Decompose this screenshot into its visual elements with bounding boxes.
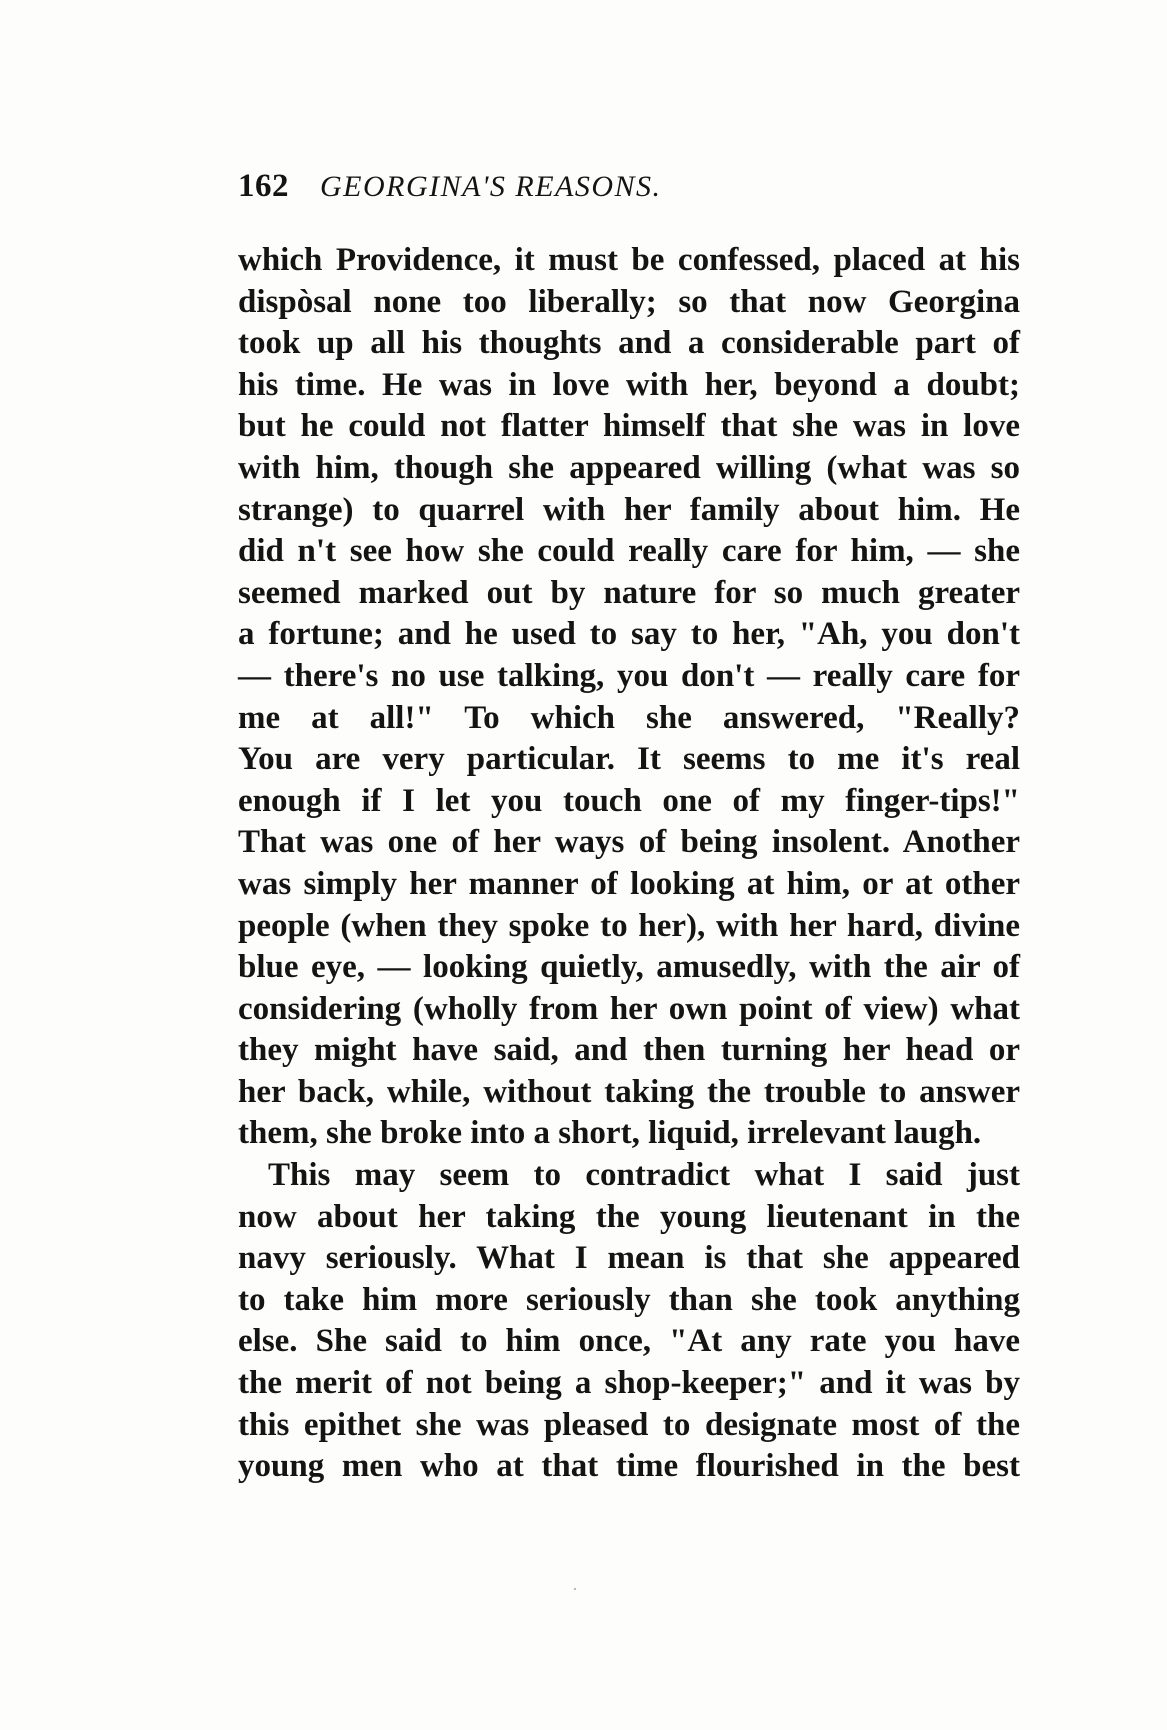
text-line: this epithet she was pleased to designate most of the [238, 1406, 1020, 1443]
text-line: the merit of not being a shop-keeper;" and it was by [238, 1365, 1020, 1402]
body-text [238, 240, 1020, 1488]
text-line: people (when they spoke to her), with her hard, divine [238, 907, 1020, 944]
text-line: now about her taking the young lieutenant in the [238, 1198, 1020, 1235]
text-line: her back, while, without taking the trouble to answer [238, 1073, 1020, 1110]
text-line: took up all his thoughts and a considerable part of [238, 325, 1020, 362]
text-line: navy seriously. What I mean is that she appeared [238, 1240, 1020, 1277]
text-line: they might have said, and then turning her head or [238, 1032, 1020, 1069]
text-line: them, she broke into a short, liquid, irrelevant laugh. [238, 1115, 982, 1152]
text-line: This may seem to contradict what I said just [268, 1157, 1020, 1194]
text-line: seemed marked out by nature for so much greater [238, 574, 1020, 611]
text-line: to take him more seriously than she took anything [238, 1281, 1020, 1318]
text-line: me at all!" To which she answered, "Really? [238, 699, 1020, 736]
paragraph-1 [238, 240, 1020, 1155]
running-head [238, 168, 1018, 218]
paragraph-2 [238, 1155, 1020, 1488]
text-line: enough if I let you touch one of my finger-tips!" [238, 782, 1020, 819]
text-line: did n't see how she could really care for him, — she [238, 533, 1020, 570]
text-line: with him, though she appeared willing (what was so [238, 449, 1020, 486]
text-line: was simply her manner of looking at him, or at other [238, 865, 1020, 902]
text-line: considering (wholly from her own point of view) what [238, 990, 1020, 1027]
text-line: his time. He was in love with her, beyond a doubt; [238, 366, 1020, 403]
text-line: blue eye, — looking quietly, amusedly, with the air of [238, 949, 1020, 986]
text-line: That was one of her ways of being insolent. Another [238, 824, 1020, 861]
text-line: a fortune; and he used to say to her, "Ah, you don't [238, 616, 1020, 653]
text-line: which Providence, it must be confessed, placed at his [238, 242, 1020, 278]
paper-speck [574, 1588, 576, 1590]
page-number: 162 [238, 168, 289, 204]
text-line: else. She said to him once, "At any rate you have [238, 1323, 1020, 1360]
text-line: — there's no use talking, you don't — really care for [238, 657, 1020, 694]
running-title: GEORGINA'S REASONS. [320, 170, 662, 203]
text-line: but he could not flatter himself that she was in love [238, 408, 1020, 445]
text-line: You are very particular. It seems to me it's real [238, 741, 1020, 778]
text-line: young men who at that time flourished in the best [238, 1448, 1020, 1485]
text-line: strange) to quarrel with her family about him. He [238, 491, 1020, 528]
text-line: dispòsal none too liberally; so that now Georgina [238, 283, 1020, 320]
